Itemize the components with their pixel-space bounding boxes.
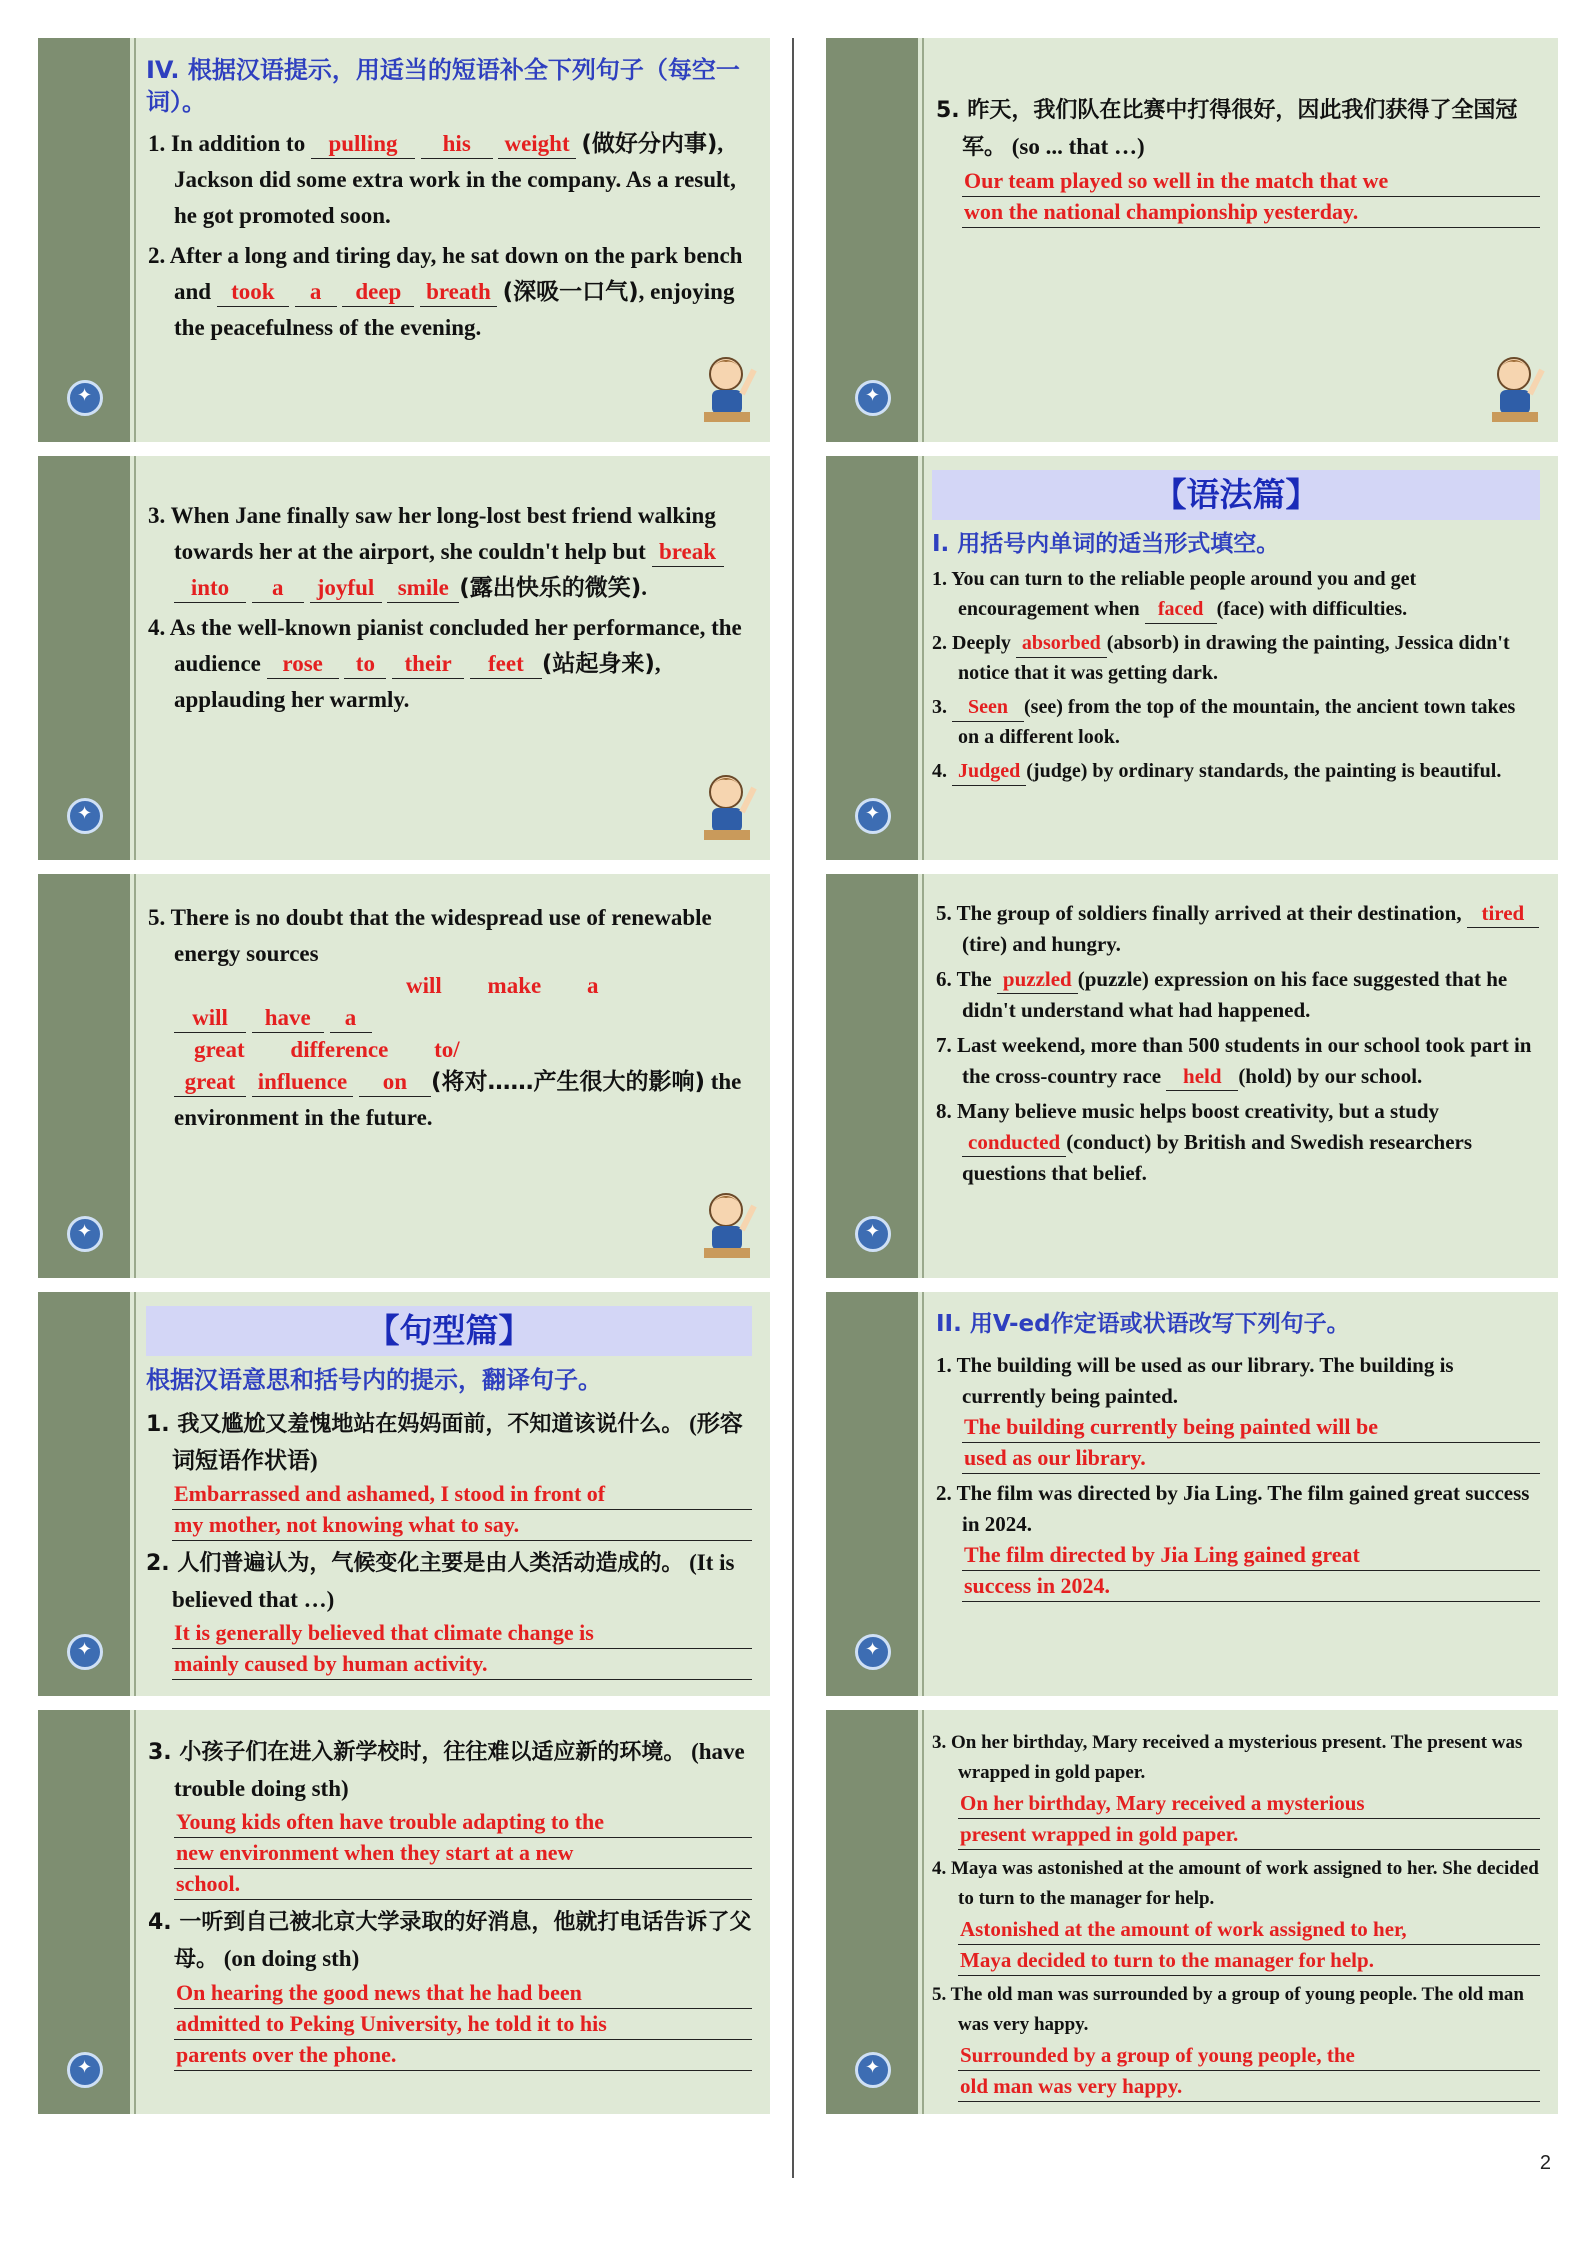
answer-line: new environment when they start at a new [174, 1838, 752, 1869]
slide-grammar-1 [826, 456, 1558, 860]
page-divider [792, 38, 794, 2178]
section-banner: 【语法篇】 [932, 470, 1540, 520]
answer-line: It is generally believed that climate change is [172, 1618, 752, 1649]
answer-line: won the national championship yesterday. [962, 197, 1540, 228]
school-logo-icon [855, 1634, 891, 1670]
question-7: 7. Last weekend, more than 500 students in our school took part in the cross-country race held (hold) by our school. [936, 1030, 1540, 1092]
answer-blank: faced [1145, 595, 1217, 624]
school-logo-icon [67, 380, 103, 416]
answer-line: Maya decided to turn to the manager for help. [958, 1945, 1540, 1976]
answer-blank: deep [342, 278, 414, 307]
answer-blank: tired [1467, 899, 1539, 928]
question-3: 3. Seen (see) from the top of the mountain, the ancient town takes on a different look. [932, 692, 1540, 752]
question-5: 5. 昨天，我们队在比赛中打得很好，因此我们获得了全国冠军。 (so ... that …) Our team played so well in the match that we won the national championship yesterday. [936, 92, 1540, 228]
answer-blank: great [174, 1068, 246, 1097]
question-1: 1. The building will be used as our library. The building is currently being painted. The building currently being painted will be used as our library. [936, 1350, 1540, 1474]
question-8: 8. Many believe music helps boost creativity, but a study conducted (conduct) by British and Swedish researchers questions that belief. [936, 1099, 1473, 1185]
question-5: 5. The old man was surrounded by a group of young people. The old man was very happy. Surrounded by a group of young people, the old man was very happy. [932, 1980, 1540, 2102]
answer-blank: held [1166, 1062, 1238, 1091]
answer-blank: puzzled [997, 965, 1078, 994]
answer-line: Our team played so well in the match that we [962, 166, 1540, 197]
slide-phrases-1 [38, 38, 770, 442]
answer-line: Young kids often have trouble adapting to the [174, 1807, 752, 1838]
section-heading: I. 用括号内单词的适当形式填空。 [932, 531, 1280, 557]
slide-grammar-3 [826, 1292, 1558, 1696]
answer-blank: feet [470, 650, 542, 679]
answer-blank: weight [498, 130, 575, 159]
answer-line: admitted to Peking University, he told it to his [174, 2009, 752, 2040]
answer-line: Surrounded by a group of young people, the [958, 2040, 1540, 2071]
answer-blank: a [252, 574, 304, 603]
answer-blank: took [217, 278, 289, 307]
answer-blank: break [652, 538, 724, 567]
question-4: 4. Maya was astonished at the amount of work assigned to her. She decided to turn to the manager for help. Astonished at the amount of work assigned to her, Maya decided to turn to the manager for help. [932, 1854, 1540, 1976]
answer-line: On hearing the good news that he had been [174, 1978, 752, 2009]
answer-blank: on [359, 1068, 431, 1097]
slide-grammar-4 [826, 1710, 1558, 2114]
question-6: 6. The puzzled (puzzle) expression on his face suggested that he didn't understand what had happened. [936, 967, 1508, 1022]
question-3: 3. 小孩子们在进入新学校时，往往难以适应新的环境。 (have trouble doing sth) Young kids often have trouble adapting to the new environment when they start at a new school. [148, 1734, 752, 1900]
answer-line: Embarrassed and ashamed, I stood in front of [172, 1479, 752, 1510]
section-heading: II. 用V-ed作定语或状语改写下列句子。 [936, 1311, 1350, 1337]
page-number: 2 [1539, 2152, 1551, 2174]
answer-blank: his [421, 130, 493, 159]
answer-blank: have [252, 1004, 324, 1033]
answer-line: Astonished at the amount of work assigned to her, [958, 1914, 1540, 1945]
answer-line: my mother, not knowing what to say. [172, 1510, 752, 1541]
question-1: 1. 我又尴尬又羞愧地站在妈妈面前，不知道该说什么。 (形容词短语作状语) Embarrassed and ashamed, I stood in front of my mother, not knowing what to say. [146, 1406, 752, 1541]
slide-sentences-3 [826, 38, 1558, 442]
slide-phrases-3 [38, 874, 770, 1278]
answer-blank: breath [420, 278, 497, 307]
question-3: 3. On her birthday, Mary received a mysterious present. The present was wrapped in gold paper. On her birthday, Mary received a mysterious present wrapped in gold paper. [932, 1728, 1540, 1850]
answer-blank: will [174, 1004, 246, 1033]
answer-blank: Judged [952, 757, 1026, 786]
section-banner: 【句型篇】 [146, 1306, 752, 1356]
answer-blank: influence [252, 1068, 353, 1097]
slide-grammar-2 [826, 874, 1558, 1278]
school-logo-icon [855, 1216, 891, 1252]
question-4: 4. Judged (judge) by ordinary standards, the painting is beautiful. [932, 756, 1540, 786]
answer-line: used as our library. [962, 1443, 1540, 1474]
question-1: 1. You can turn to the reliable people around you and get encouragement when faced (face) with difficulties. [932, 564, 1540, 624]
question-4: 4. 一听到自己被北京大学录取的好消息，他就打电话告诉了父母。 (on doing sth) On hearing the good news that he had been admitted to Peking University, he told it to his parents over the phone. [148, 1904, 752, 2071]
answer-line: school. [174, 1869, 752, 1900]
answer-blank: a [330, 1004, 372, 1033]
answer-blank: conducted [962, 1128, 1066, 1157]
answer-blank: smile [387, 574, 459, 603]
section-heading: IV. 根据汉语提示，用适当的短语补全下列句子（每空一词）。 [146, 56, 740, 116]
answer-line: old man was very happy. [958, 2071, 1540, 2102]
question-2: 2. The film was directed by Jia Ling. The film gained great success in 2024. The film directed by Jia Ling gained great success in 2024. [936, 1478, 1540, 1602]
answer-blank: into [174, 574, 246, 603]
alt-answer: will make a [406, 973, 599, 998]
answer-line: On her birthday, Mary received a mysterious [958, 1788, 1540, 1819]
answer-line: The building currently being painted will be [962, 1412, 1540, 1443]
section-heading: 根据汉语意思和括号内的提示，翻译句子。 [146, 1366, 602, 1394]
question-4: 4. As the well-known pianist concluded her performance, the audience rose to their feet (站起身来), applauding her warmly. [148, 615, 742, 712]
answer-blank: pulling [311, 130, 415, 159]
slide-sentences-1 [38, 1292, 770, 1696]
school-logo-icon [67, 1634, 103, 1670]
school-logo-icon [855, 2052, 891, 2088]
answer-blank: Seen [952, 693, 1024, 722]
slide-phrases-2 [38, 456, 770, 860]
question-2: 2. After a long and tiring day, he sat down on the park bench and took a deep breath (深吸一口气), enjoying the peacefulness of the evening. [148, 243, 743, 340]
answer-line: parents over the phone. [174, 2040, 752, 2071]
answer-blank: joyful [310, 574, 382, 603]
answer-blank: a [295, 278, 337, 307]
question-5: 5. There is no doubt that the widespread use of renewable energy sources will make a will have a great difference to/ great influence on (将对……产生很大的影响) the environment in the future. [148, 900, 752, 1136]
school-logo-icon [855, 380, 891, 416]
answer-blank: their [392, 650, 464, 679]
question-2: 2. Deeply absorbed (absorb) in drawing the painting, Jessica didn't notice that it was getting dark. [932, 628, 1540, 688]
answer-line: success in 2024. [962, 1571, 1540, 1602]
slide-sentences-2 [38, 1710, 770, 2114]
question-5: 5. The group of soldiers finally arrived at their destination, tired(tire) and hungry. [936, 898, 1540, 960]
answer-line: The film directed by Jia Ling gained great [962, 1540, 1540, 1571]
school-logo-icon [67, 798, 103, 834]
school-logo-icon [67, 1216, 103, 1252]
school-logo-icon [855, 798, 891, 834]
answer-line: present wrapped in gold paper. [958, 1819, 1540, 1850]
question-2: 2. 人们普遍认为，气候变化主要是由人类活动造成的。 (It is believed that …) It is generally believed that climate change is mainly caused by human activity. [146, 1545, 752, 1680]
answer-blank: absorbed [1016, 629, 1107, 658]
alt-answer: great difference to/ [194, 1037, 460, 1062]
question-1: 1. In addition to pulling his weight (做好分内事), Jackson did some extra work in the company. As a result, he got promoted soon. [148, 131, 736, 228]
question-3: 3. When Jane finally saw her long-lost best friend walking towards her at the airport, she couldn't help but break into a joyful smile (露出快乐的微笑). [148, 498, 752, 606]
answer-line: mainly caused by human activity. [172, 1649, 752, 1680]
answer-blank: rose [267, 650, 339, 679]
answer-blank: to [344, 650, 386, 679]
school-logo-icon [67, 2052, 103, 2088]
